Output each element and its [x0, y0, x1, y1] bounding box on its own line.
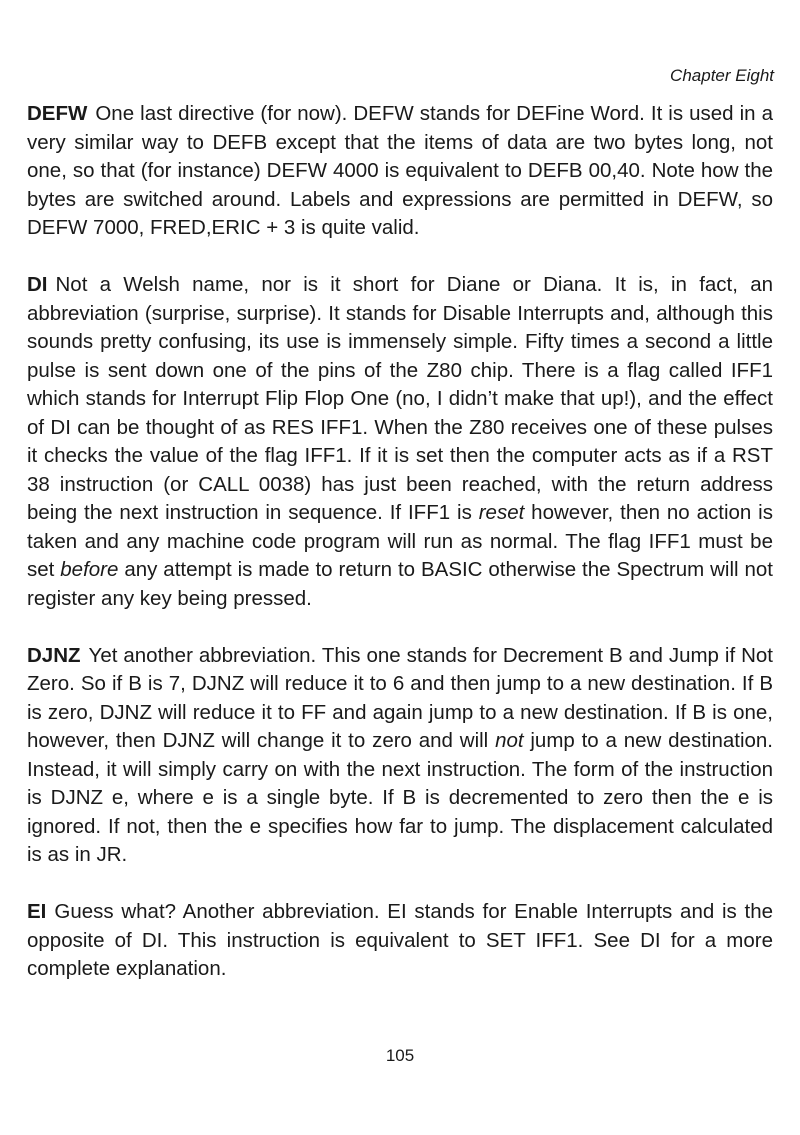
- entry-text: Yet another abbreviation. This one stands for Decrement B and Jump if Not Zero. So if B is 7, DJNZ will reduce it to 6 and then jump to a new destination. If B is zero, DJNZ will reduce it to FF and again jump to a new destination. If B is one, however, then DJNZ will change it to zero and will: [27, 643, 773, 752]
- entry-text: One last directive (for now). DEFW stands for DEFine Word. It is used in a very similar way to DEFB except that the items of data are two bytes long, not one, so that (for instance) DEFW 4000 is equivalent to DEFB 00,40. Note how the bytes are switched around. Labels and expressions are permitted in DEFW, so DEFW 7000, FRED,ERIC + 3 is quite valid.: [27, 102, 773, 239]
- entry-ei: [27, 898, 773, 984]
- entry-text-italic: not: [495, 729, 524, 752]
- entry-text: Guess what? Another abbreviation. EI stands for Enable Interrupts and is the opposite of DI. This instruction is equivalent to SET IFF1. See DI for a more complete explanation.: [27, 900, 773, 980]
- page-body: [27, 100, 773, 1012]
- entry-term: EI: [27, 900, 47, 923]
- entry-djnz: [27, 642, 773, 870]
- entry-text: Not a Welsh name, nor is it short for Diane or Diana. It is, in fact, an abbreviation (surprise, surprise). It stands for Disable Interrupts and, although this sounds pretty confusing, its use is immensely simple. Fifty times a second a little pulse is sent down one of the pins of the Z80 chip. There is a flag called IFF1 which stands for Interrupt Flip Flop One (no, I didn’t make that up!), and the effect of DI can be thought of as RES IFF1. When the Z80 receives one of these pulses it checks the value of the flag IFF1. If it is set then the computer acts as if a RST 38 instruction (or CALL 0038) has just been reached, with the return address being the next instruction in sequence. If IFF1 is: [27, 273, 773, 524]
- entry-di: [27, 271, 773, 613]
- entry-text: jump to a new destination. Instead, it will simply carry on with the next instruction. The form of the instruction is DJNZ e, where e is a single byte. If B is decremented to zero then the e is ignored. If not, then the e specifies how far to jump. The displacement calculated is as in JR.: [27, 729, 774, 866]
- entry-text: any attempt is made to return to BASIC otherwise the Spectrum will not register any key being pressed.: [27, 558, 773, 610]
- page-number: 105: [385, 1046, 415, 1065]
- entry-defw: [27, 100, 773, 243]
- entry-text-italic: reset: [478, 501, 525, 524]
- entry-text-italic: before: [60, 558, 119, 581]
- entry-term: DI: [27, 273, 48, 296]
- entry-text: however, then no action is taken and any machine code program will run as normal. The flag IFF1 must be set: [27, 501, 773, 581]
- entry-term: DEFW: [27, 102, 88, 125]
- entry-term: DJNZ: [27, 643, 81, 667]
- chapter-header: Chapter Eight: [670, 66, 774, 85]
